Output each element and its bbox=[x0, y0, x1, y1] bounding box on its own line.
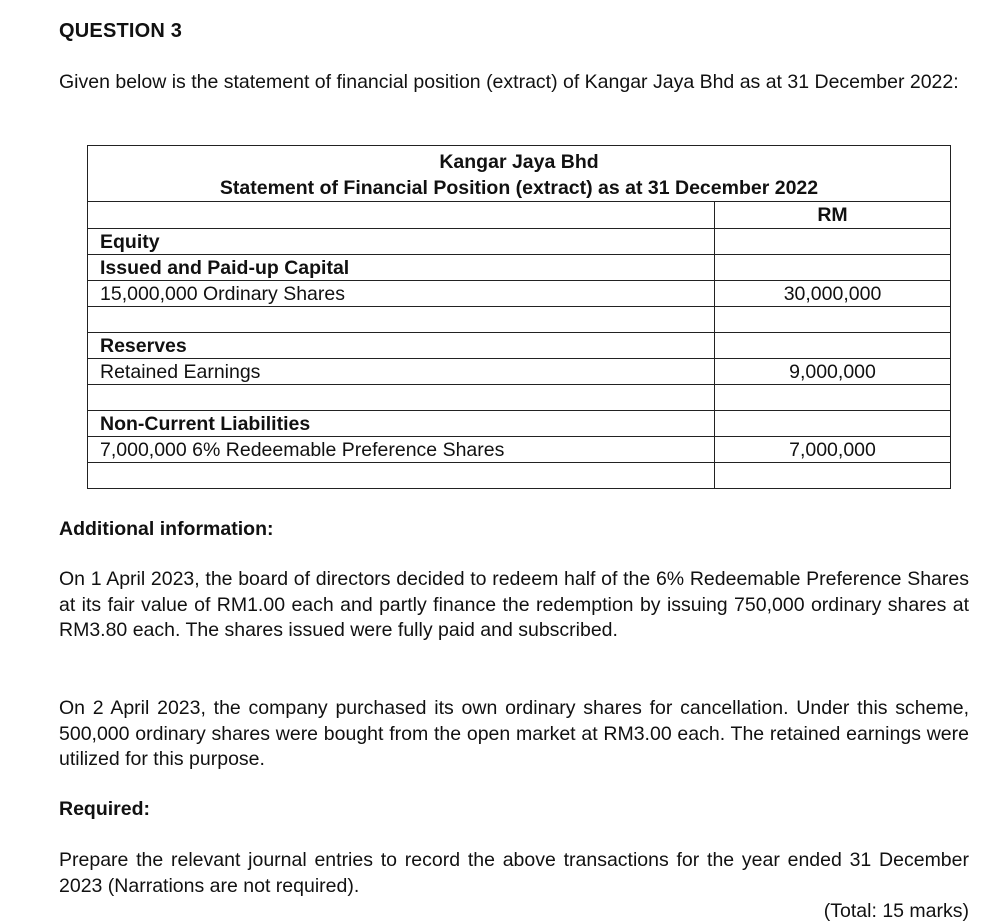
table-row bbox=[88, 333, 951, 359]
currency-header: RM bbox=[715, 202, 951, 229]
additional-info-heading: Additional information: bbox=[59, 518, 274, 540]
table-row bbox=[88, 463, 951, 489]
table-row bbox=[88, 385, 951, 411]
statement-title: Statement of Financial Position (extract) as at 31 December 2022 bbox=[219, 177, 819, 199]
table-row bbox=[88, 437, 951, 463]
table-row bbox=[88, 229, 951, 255]
question-intro: Given below is the statement of financial position (extract) of Kangar Jaya Bhd as at 31 December 2022: bbox=[59, 71, 959, 93]
row-label: 15,000,000 Ordinary Shares bbox=[88, 281, 715, 307]
financial-position-table bbox=[87, 145, 951, 489]
required-heading: Required: bbox=[59, 798, 151, 820]
required-text: Prepare the relevant journal entries to record the above transactions for the year ended 31 December 2023 (Narrations are not required). bbox=[59, 849, 969, 897]
table-caption bbox=[88, 146, 951, 202]
question-title: QUESTION 3 bbox=[59, 20, 183, 42]
row-amount bbox=[715, 385, 951, 411]
blank-label-cell bbox=[88, 202, 715, 229]
table-row bbox=[88, 307, 951, 333]
row-amount: 9,000,000 bbox=[715, 359, 951, 385]
currency-header-row bbox=[88, 202, 951, 229]
row-amount bbox=[715, 255, 951, 281]
row-label bbox=[88, 463, 715, 489]
additional-info-paragraph-1: On 1 April 2023, the board of directors decided to redeem half of the 6% Redeemable Preference Shares at its fair value of RM1.00 each and partly finance the redemption by issuing 750,000 ordinary shares at RM3.80 each. The shares issued were fully paid and subscribed. bbox=[59, 568, 969, 641]
table-row bbox=[88, 255, 951, 281]
table-row bbox=[88, 359, 951, 385]
row-label: 7,000,000 6% Redeemable Preference Shares bbox=[88, 437, 715, 463]
row-amount bbox=[715, 411, 951, 437]
row-label: Reserves bbox=[88, 333, 715, 359]
row-label bbox=[88, 385, 715, 411]
row-label: Retained Earnings bbox=[88, 359, 715, 385]
row-amount: 7,000,000 bbox=[715, 437, 951, 463]
row-amount bbox=[715, 463, 951, 489]
company-name: Kangar Jaya Bhd bbox=[439, 151, 599, 173]
row-label bbox=[88, 307, 715, 333]
row-label: Non-Current Liabilities bbox=[88, 411, 715, 437]
table-row bbox=[88, 281, 951, 307]
row-label: Equity bbox=[88, 229, 715, 255]
table-caption-row bbox=[88, 146, 951, 202]
additional-info-paragraph-2: On 2 April 2023, the company purchased its own ordinary shares for cancellation. Under this scheme, 500,000 ordinary shares were bought from the open market at RM3.00 each. The retained earnings were utilized for this purpose. bbox=[59, 697, 969, 770]
table-row bbox=[88, 411, 951, 437]
total-marks: (Total: 15 marks) bbox=[823, 900, 969, 922]
row-amount bbox=[715, 307, 951, 333]
row-amount: 30,000,000 bbox=[715, 281, 951, 307]
row-label: Issued and Paid-up Capital bbox=[88, 255, 715, 281]
row-amount bbox=[715, 229, 951, 255]
row-amount bbox=[715, 333, 951, 359]
